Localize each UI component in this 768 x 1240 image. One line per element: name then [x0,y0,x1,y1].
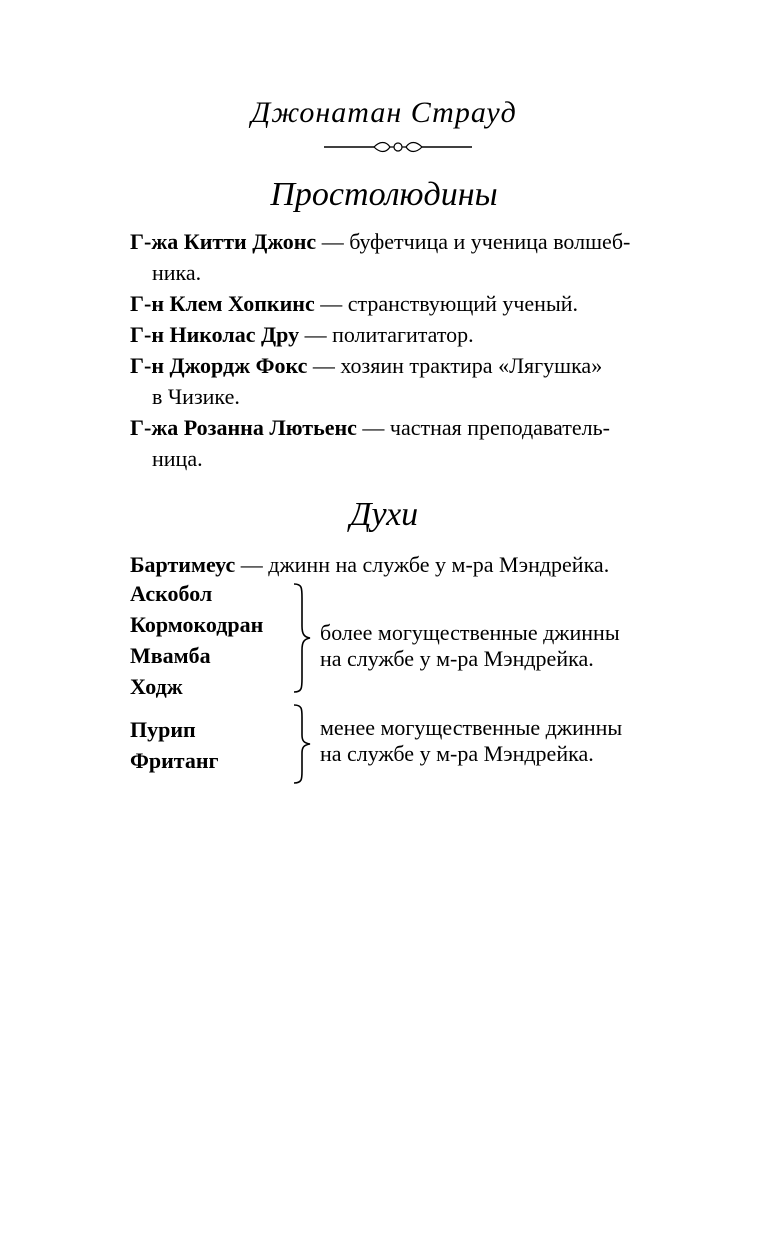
entry-bartimaeus [130,549,690,580]
entry-kitty-jones [130,226,690,288]
character-role-continued: в Чизике. [152,384,240,409]
character-name: Г-н Джордж Фокс [130,353,308,378]
ornament-divider [322,138,474,156]
section-title-spirits: Духи [349,496,419,533]
character-role: — частная преподаватель- [356,415,610,440]
group-description-line: на службе у м-ра Мэндрейка. [320,646,594,671]
character-name: Г-жа Розанна Лютьенс [130,415,357,440]
spirit-name-ascobol: Аскобол [130,581,213,606]
spirit-name-mwamba: Мвамба [130,643,211,668]
group-description-line: более могущественные джинны [320,620,620,645]
character-role-continued: ница. [152,446,203,471]
running-head-author: Джонатан Страуд [251,96,517,129]
character-role: — хозяин трактира «Лягушка» [307,353,603,378]
character-name: Г-н Николас Дру [130,322,300,347]
character-name: Бартимеус [130,552,236,577]
entry-george-fox [130,350,690,412]
character-name: Г-н Клем Хопкинс [130,291,315,316]
spirit-name-cormocodran: Кормокодран [130,612,264,637]
group-description-line: менее могущественные джинны [320,715,623,740]
curly-brace-icon [290,703,312,785]
character-role: — буфетчица и ученица волшеб- [316,229,631,254]
curly-brace-icon [290,582,312,694]
entry-clem-hopkins [130,288,690,319]
character-role-continued: ника. [152,260,202,285]
spirit-name-hodge: Ходж [130,674,183,699]
character-role: — политагитатор. [299,322,474,347]
entry-rosanna-lutyens [130,412,690,474]
character-role: — странствующий ученый. [314,291,579,316]
group-description-line: на службе у м-ра Мэндрейка. [320,741,594,766]
spirit-name-fritang: Фританг [130,748,219,773]
character-name: Г-жа Китти Джонс [130,229,317,254]
entry-nicholas-drew [130,319,690,350]
section-title-commoners: Простолюдины [270,176,498,213]
spirit-name-purip: Пурип [130,717,196,742]
character-role: — джинн на службе у м-ра Мэндрейка. [235,552,610,577]
